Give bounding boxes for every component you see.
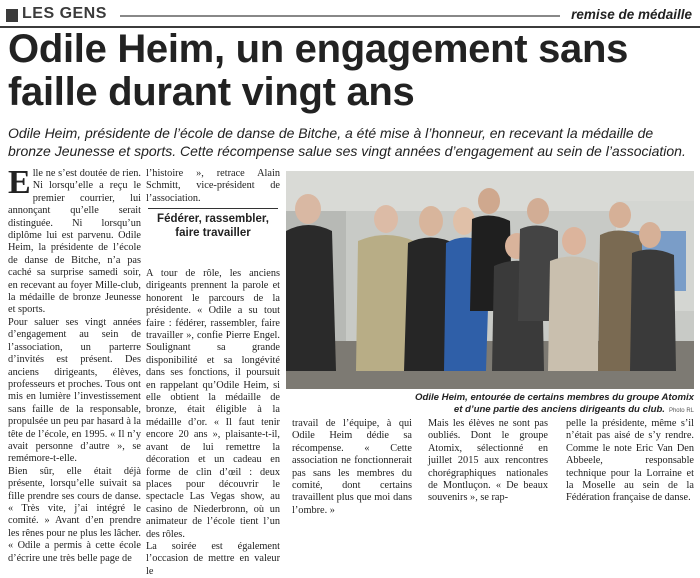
drop-cap: E [8,164,31,201]
group-photo [286,171,694,389]
caption-line-2 [286,404,694,418]
section-rubric: LES GENS [22,5,107,22]
section-tag: remise de médaille [571,7,692,22]
article-column-4 [428,418,548,505]
paragraph: travail de l’équipe, à qui Odile Heim dédie sa récompense. « Cette association ne fonctionnerait pas sans les membres du comité, dont certains travaillent plus que moi dans l’ombre. » [292,418,412,516]
paragraph: Pour saluer ses vingt années d’engagement au sein de l’association, un parterre d’invités est présent. Des anciens dirigeants, élèves, professeurs et proches. Tous ont mis en lumière l’investissement sans faille de la responsable, propulsée un peu par hasard à la tête de l’école, en 1995. « Il n’y avait personne d’autre », se remémore-t-elle. [8,316,141,465]
paragraph: l’histoire », retrace Alain Schmitt, vice-président de l’association. [146,168,280,204]
article-column-2-top [146,168,280,205]
paragraph: Mais les élèves ne sont pas oubliés. Dont le groupe Atomix, sélectionné en juillet 2015 aux rencontres chorégraphiques nationales de Montluçon. « De beaux souvenirs », se rap- [428,418,548,504]
photo-caption [286,392,694,417]
article-standfirst: Odile Heim, présidente de l’école de danse de Bitche, a été mise à l’honneur, en recevant la médaille de bronze Jeunesse et sports. Cette récompense salue ses vingt années d’engagement au sein de l’association. [8,125,686,159]
paragraph: A tour de rôle, les anciens dirigeants prennent la parole et honorent le parcours de la présidente. « Odile a su tout faire : fédérer, rassembler, faire travailler », confie Pierre Engel. Soulignant sa grande disponibilité et sa longévité dans ses fonctions, il poursuit en rappelant qu’Odile Heim, si elle obtient la médaille de bronze, était éligible à la médaille d’or. « Il faut tenir encore 20 ans », plaisante-t-il, avant de lui remettre la décoration et un cadeau en forme de clin d’œil : deux places pour découvrir le spectacle Las Vegas show, au casino de Niederbronn, où un animateur de l’école tient l’un des rôles. [146,268,280,540]
group-photo-illustration [286,171,694,389]
article-column-1 [8,164,141,565]
paragraph [8,164,141,317]
rubric-marker [6,9,18,22]
paragraph-text: lle ne s’est doutée de rien. Ni lorsqu’elle a reçu le premier courrier, lui annonçant qu’elle serait distinguée. Ni lorsqu’un diplôme lui est parvenu. Odile Heim, la présidente de l’école de danse de Bitche, n’a pas caché sa surprise samedi soir, en recevant au foyer Mille-club, la médaille de bronze Jeunesse et sports. [8,168,141,316]
article-column-2 [146,268,280,578]
article-column-3 [292,418,412,517]
caption-line: Odile Heim, entourée de certains membres du groupe Atomix [415,392,694,403]
paragraph: Bien sûr, elle était déjà présente, lorsqu’elle suivait sa fille prendre ses cours de danse. « Très vite, j’ai intégré le comité. » Avant d’en prendre les rênes pour ne plus les lâcher. « Odile a permis à cette école d’écrire une très belle page de [8,465,141,564]
caption-text: et d’une partie des anciens dirigeants du club. [453,403,665,415]
paragraph: La soirée est également l’occasion de mettre en valeur le [146,540,280,577]
rubric-line [120,15,560,17]
paragraph: pelle la présidente, même s’il n’était pas aisé de s’y rendre. Comme le note Eric Van Den Abbeele, responsable technique pour la Lorraine et la Moselle au sein de la Fédération française de danse. [566,418,694,504]
article-title: Odile Heim, un engagement sans faille durant vingt ans [8,27,629,114]
intertitle: Fédérer, rassembler, faire travailler [148,208,278,240]
photo-credit: Photo RL [668,407,694,414]
article-column-5 [566,418,694,505]
